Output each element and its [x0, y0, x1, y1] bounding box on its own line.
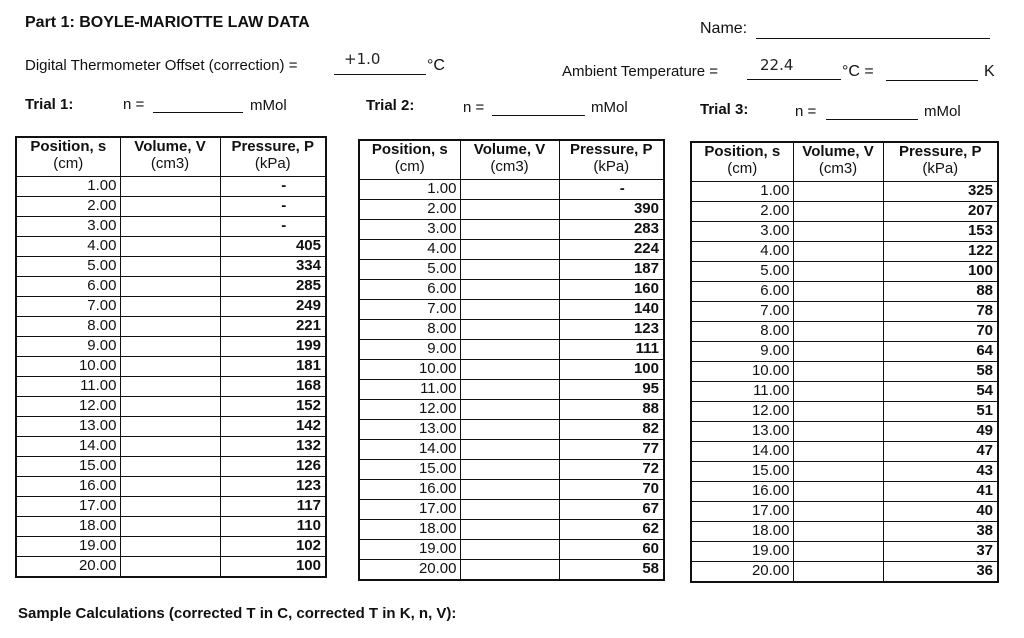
position-cell: 5.00	[16, 256, 120, 276]
volume-cell[interactable]	[793, 401, 883, 421]
pressure-cell: 95	[559, 379, 664, 399]
volume-cell[interactable]	[793, 441, 883, 461]
volume-cell[interactable]	[120, 336, 220, 356]
volume-cell[interactable]	[793, 461, 883, 481]
table-row	[691, 461, 998, 481]
table-row	[359, 179, 664, 199]
pressure-cell: 58	[559, 559, 664, 580]
volume-cell[interactable]	[793, 381, 883, 401]
volume-cell[interactable]	[120, 196, 220, 216]
table-row	[359, 399, 664, 419]
column-header-pressure	[220, 137, 326, 176]
volume-cell[interactable]	[120, 316, 220, 336]
pressure-cell: 142	[220, 416, 326, 436]
pressure-cell: 111	[559, 339, 664, 359]
ambient-kelvin-unit: K	[984, 63, 995, 80]
pressure-cell: 117	[220, 496, 326, 516]
pressure-cell: -	[220, 196, 326, 216]
pressure-cell: 64	[883, 341, 998, 361]
position-cell: 13.00	[16, 416, 120, 436]
pressure-cell: 249	[220, 296, 326, 316]
pressure-cell: 54	[883, 381, 998, 401]
pressure-cell: 207	[883, 201, 998, 221]
position-cell: 20.00	[16, 556, 120, 577]
table-row	[16, 556, 326, 577]
column-header-volume	[793, 142, 883, 181]
pressure-cell: 126	[220, 456, 326, 476]
table-row	[359, 339, 664, 359]
pressure-cell: 153	[883, 221, 998, 241]
pressure-cell: 100	[220, 556, 326, 577]
pressure-cell: 187	[559, 259, 664, 279]
position-cell: 12.00	[16, 396, 120, 416]
position-cell: 13.00	[691, 421, 793, 441]
pressure-cell: 36	[883, 561, 998, 582]
position-cell: 2.00	[16, 196, 120, 216]
position-cell: 3.00	[359, 219, 460, 239]
position-cell: 7.00	[16, 296, 120, 316]
volume-cell[interactable]	[460, 499, 559, 519]
volume-cell[interactable]	[460, 199, 559, 219]
position-cell: 3.00	[691, 221, 793, 241]
table-row	[16, 476, 326, 496]
table-row	[691, 341, 998, 361]
volume-cell[interactable]	[460, 379, 559, 399]
pressure-cell: 160	[559, 279, 664, 299]
position-cell: 1.00	[359, 179, 460, 199]
volume-cell[interactable]	[460, 479, 559, 499]
table-row	[691, 181, 998, 201]
table-row	[359, 439, 664, 459]
volume-cell[interactable]	[120, 556, 220, 577]
position-cell: 9.00	[359, 339, 460, 359]
table-row	[16, 176, 326, 196]
pressure-cell: 123	[559, 319, 664, 339]
column-header-name: Position, s	[30, 138, 107, 155]
position-cell: 6.00	[16, 276, 120, 296]
trial-2-n-field[interactable]	[492, 115, 585, 116]
volume-cell[interactable]	[120, 396, 220, 416]
volume-cell[interactable]	[460, 219, 559, 239]
trial-1-table	[15, 136, 327, 578]
position-cell: 8.00	[359, 319, 460, 339]
pressure-cell: 49	[883, 421, 998, 441]
table-row	[691, 201, 998, 221]
table-row	[16, 516, 326, 536]
pressure-cell: 77	[559, 439, 664, 459]
position-cell: 19.00	[691, 541, 793, 561]
position-cell: 20.00	[691, 561, 793, 582]
pressure-cell: 224	[559, 239, 664, 259]
volume-cell[interactable]	[120, 416, 220, 436]
volume-cell[interactable]	[460, 359, 559, 379]
volume-cell[interactable]	[460, 259, 559, 279]
position-cell: 11.00	[691, 381, 793, 401]
table-row	[359, 319, 664, 339]
table-row	[16, 236, 326, 256]
table-row	[16, 276, 326, 296]
volume-cell[interactable]	[793, 541, 883, 561]
volume-cell[interactable]	[793, 281, 883, 301]
volume-cell[interactable]	[793, 421, 883, 441]
position-cell: 18.00	[691, 521, 793, 541]
position-cell: 10.00	[359, 359, 460, 379]
table-row	[691, 381, 998, 401]
position-cell: 1.00	[16, 176, 120, 196]
table-row	[359, 219, 664, 239]
column-header-unit: (cm)	[727, 159, 758, 177]
volume-cell[interactable]	[793, 241, 883, 261]
table-row	[16, 296, 326, 316]
table-row	[691, 261, 998, 281]
trial-1-n-unit: mMol	[250, 97, 287, 114]
position-cell: 7.00	[359, 299, 460, 319]
table-row	[691, 321, 998, 341]
pressure-cell: 41	[883, 481, 998, 501]
position-cell: 20.00	[359, 559, 460, 580]
pressure-cell: 88	[883, 281, 998, 301]
column-header-name: Position, s	[704, 143, 781, 160]
volume-cell[interactable]	[460, 439, 559, 459]
table-row	[16, 216, 326, 236]
table-row	[359, 479, 664, 499]
table-row	[359, 379, 664, 399]
position-cell: 4.00	[691, 241, 793, 261]
position-cell: 4.00	[359, 239, 460, 259]
pressure-cell: 67	[559, 499, 664, 519]
volume-cell[interactable]	[460, 299, 559, 319]
volume-cell[interactable]	[793, 201, 883, 221]
volume-cell[interactable]	[793, 301, 883, 321]
volume-cell[interactable]	[793, 341, 883, 361]
position-cell: 16.00	[359, 479, 460, 499]
pressure-cell: 390	[559, 199, 664, 219]
position-cell: 14.00	[359, 439, 460, 459]
volume-cell[interactable]	[793, 501, 883, 521]
pressure-cell: 152	[220, 396, 326, 416]
table-row	[359, 519, 664, 539]
volume-cell[interactable]	[120, 176, 220, 196]
pressure-cell: 168	[220, 376, 326, 396]
position-cell: 8.00	[16, 316, 120, 336]
table-row	[16, 316, 326, 336]
table-row	[359, 299, 664, 319]
column-header-volume	[460, 140, 559, 179]
position-cell: 5.00	[691, 261, 793, 281]
column-header-name: Volume, V	[473, 141, 546, 158]
ambient-value: 22.4	[760, 56, 794, 74]
table-row	[359, 559, 664, 580]
position-cell: 11.00	[16, 376, 120, 396]
trial-1-n-field[interactable]	[153, 112, 243, 113]
position-cell: 3.00	[16, 216, 120, 236]
table-row	[16, 256, 326, 276]
name-field[interactable]	[756, 38, 990, 39]
position-cell: 2.00	[691, 201, 793, 221]
position-cell: 15.00	[691, 461, 793, 481]
volume-cell[interactable]	[120, 356, 220, 376]
column-header-unit: (cm)	[53, 154, 84, 172]
table-row	[359, 499, 664, 519]
table-row	[691, 301, 998, 321]
table-row	[691, 241, 998, 261]
position-cell: 10.00	[691, 361, 793, 381]
volume-cell[interactable]	[460, 539, 559, 559]
column-header-unit: (cm3)	[150, 154, 190, 172]
pressure-cell: -	[220, 216, 326, 236]
position-cell: 12.00	[359, 399, 460, 419]
position-cell: 9.00	[691, 341, 793, 361]
column-header-name: Volume, V	[802, 143, 874, 160]
page-title: Part 1: BOYLE-MARIOTTE LAW DATA	[25, 14, 310, 31]
volume-cell[interactable]	[460, 519, 559, 539]
table-row	[691, 361, 998, 381]
pressure-cell: 43	[883, 461, 998, 481]
pressure-cell: 88	[559, 399, 664, 419]
volume-cell[interactable]	[793, 261, 883, 281]
trial-3-table	[690, 141, 999, 583]
pressure-cell: 110	[220, 516, 326, 536]
table-row	[691, 481, 998, 501]
trial-2-n-label: n =	[463, 99, 485, 116]
position-cell: 9.00	[16, 336, 120, 356]
column-header-pressure	[883, 142, 998, 181]
position-cell: 1.00	[691, 181, 793, 201]
volume-cell[interactable]	[120, 256, 220, 276]
position-cell: 8.00	[691, 321, 793, 341]
table-row	[691, 401, 998, 421]
trial-2-n-unit: mMol	[591, 99, 628, 116]
table-row	[359, 279, 664, 299]
volume-cell[interactable]	[120, 476, 220, 496]
position-cell: 17.00	[359, 499, 460, 519]
position-cell: 19.00	[359, 539, 460, 559]
position-cell: 5.00	[359, 259, 460, 279]
position-cell: 14.00	[16, 436, 120, 456]
table-row	[359, 199, 664, 219]
pressure-cell: 60	[559, 539, 664, 559]
table-row	[16, 436, 326, 456]
position-cell: 17.00	[16, 496, 120, 516]
table-row	[691, 561, 998, 582]
column-header-name: Volume, V	[134, 138, 206, 155]
volume-cell[interactable]	[460, 279, 559, 299]
table-row	[691, 521, 998, 541]
position-cell: 15.00	[359, 459, 460, 479]
table-row	[359, 539, 664, 559]
pressure-cell: -	[559, 179, 664, 199]
trial-3-label: Trial 3:	[700, 101, 749, 118]
column-header-name: Pressure, P	[231, 138, 315, 155]
table-row	[16, 536, 326, 556]
volume-cell[interactable]	[793, 221, 883, 241]
pressure-cell: 40	[883, 501, 998, 521]
volume-cell[interactable]	[460, 419, 559, 439]
offset-label: Digital Thermometer Offset (correction) =	[25, 57, 298, 74]
pressure-cell: -	[220, 176, 326, 196]
position-cell: 14.00	[691, 441, 793, 461]
table-row	[691, 281, 998, 301]
pressure-cell: 325	[883, 181, 998, 201]
table-row	[16, 336, 326, 356]
pressure-cell: 140	[559, 299, 664, 319]
ambient-celsius-unit: °C =	[842, 63, 874, 80]
table-row	[16, 396, 326, 416]
pressure-cell: 405	[220, 236, 326, 256]
volume-cell[interactable]	[460, 179, 559, 199]
volume-cell[interactable]	[120, 216, 220, 236]
position-cell: 15.00	[16, 456, 120, 476]
pressure-cell: 38	[883, 521, 998, 541]
pressure-cell: 123	[220, 476, 326, 496]
column-header-unit: (cm3)	[818, 159, 858, 177]
position-cell: 6.00	[691, 281, 793, 301]
volume-cell[interactable]	[793, 481, 883, 501]
table-row	[359, 459, 664, 479]
table-row	[691, 501, 998, 521]
position-cell: 10.00	[16, 356, 120, 376]
pressure-cell: 78	[883, 301, 998, 321]
volume-cell[interactable]	[793, 181, 883, 201]
volume-cell[interactable]	[120, 456, 220, 476]
table-row	[691, 221, 998, 241]
volume-cell[interactable]	[120, 276, 220, 296]
volume-cell[interactable]	[793, 561, 883, 582]
name-label: Name:	[700, 20, 748, 37]
column-header-position	[359, 140, 460, 179]
table-row	[359, 419, 664, 439]
pressure-cell: 181	[220, 356, 326, 376]
pressure-cell: 102	[220, 536, 326, 556]
volume-cell[interactable]	[460, 239, 559, 259]
trial-3-n-unit: mMol	[924, 103, 961, 120]
pressure-cell: 51	[883, 401, 998, 421]
column-header-unit: (cm)	[394, 157, 425, 175]
volume-cell[interactable]	[460, 559, 559, 580]
sample-calculations-label: Sample Calculations (corrected T in C, corrected T in K, n, V):	[18, 605, 457, 622]
position-cell: 18.00	[359, 519, 460, 539]
trial-2-table	[358, 139, 665, 581]
position-cell: 4.00	[16, 236, 120, 256]
pressure-cell: 72	[559, 459, 664, 479]
position-cell: 11.00	[359, 379, 460, 399]
position-cell: 18.00	[16, 516, 120, 536]
volume-cell[interactable]	[120, 236, 220, 256]
position-cell: 16.00	[16, 476, 120, 496]
pressure-cell: 100	[559, 359, 664, 379]
position-cell: 17.00	[691, 501, 793, 521]
table-row	[359, 259, 664, 279]
pressure-cell: 70	[559, 479, 664, 499]
trial-3-n-label: n =	[795, 103, 817, 120]
volume-cell[interactable]	[460, 319, 559, 339]
column-header-name: Position, s	[371, 141, 448, 158]
table-row	[16, 356, 326, 376]
trial-3-n-field[interactable]	[826, 119, 918, 120]
column-header-name: Pressure, P	[569, 141, 653, 158]
position-cell: 16.00	[691, 481, 793, 501]
volume-cell[interactable]	[793, 361, 883, 381]
table-row	[16, 456, 326, 476]
pressure-cell: 70	[883, 321, 998, 341]
volume-cell[interactable]	[793, 321, 883, 341]
ambient-celsius-field[interactable]	[747, 79, 841, 80]
table-row	[16, 416, 326, 436]
position-cell: 12.00	[691, 401, 793, 421]
position-cell: 6.00	[359, 279, 460, 299]
trial-1-n-label: n =	[123, 96, 145, 113]
volume-cell[interactable]	[460, 339, 559, 359]
trial-1-label: Trial 1:	[25, 96, 74, 113]
table-row	[16, 376, 326, 396]
offset-field[interactable]	[334, 74, 426, 75]
trial-2-label: Trial 2:	[366, 97, 415, 114]
pressure-cell: 82	[559, 419, 664, 439]
column-header-volume	[120, 137, 220, 176]
pressure-cell: 221	[220, 316, 326, 336]
offset-value: +1.0	[344, 50, 381, 68]
volume-cell[interactable]	[460, 399, 559, 419]
pressure-cell: 132	[220, 436, 326, 456]
pressure-cell: 285	[220, 276, 326, 296]
table-row	[691, 421, 998, 441]
offset-unit: °C	[427, 57, 445, 74]
volume-cell[interactable]	[120, 296, 220, 316]
table-row	[359, 239, 664, 259]
column-header-unit: (cm3)	[490, 157, 529, 175]
pressure-cell: 37	[883, 541, 998, 561]
pressure-cell: 283	[559, 219, 664, 239]
position-cell: 13.00	[359, 419, 460, 439]
column-header-unit: (kPa)	[593, 157, 630, 175]
position-cell: 2.00	[359, 199, 460, 219]
pressure-cell: 47	[883, 441, 998, 461]
volume-cell[interactable]	[120, 376, 220, 396]
pressure-cell: 100	[883, 261, 998, 281]
volume-cell[interactable]	[460, 459, 559, 479]
column-header-position	[16, 137, 120, 176]
column-header-unit: (kPa)	[254, 154, 291, 172]
volume-cell[interactable]	[120, 536, 220, 556]
column-header-pressure	[559, 140, 664, 179]
table-row	[691, 441, 998, 461]
table-row	[16, 196, 326, 216]
column-header-name: Pressure, P	[898, 143, 982, 160]
volume-cell[interactable]	[793, 521, 883, 541]
ambient-kelvin-field[interactable]	[886, 80, 978, 81]
volume-cell[interactable]	[120, 496, 220, 516]
pressure-cell: 334	[220, 256, 326, 276]
position-cell: 19.00	[16, 536, 120, 556]
column-header-position	[691, 142, 793, 181]
column-header-unit: (kPa)	[922, 159, 959, 177]
ambient-label: Ambient Temperature =	[562, 63, 719, 80]
volume-cell[interactable]	[120, 516, 220, 536]
position-cell: 7.00	[691, 301, 793, 321]
pressure-cell: 122	[883, 241, 998, 261]
volume-cell[interactable]	[120, 436, 220, 456]
table-row	[16, 496, 326, 516]
pressure-cell: 58	[883, 361, 998, 381]
pressure-cell: 62	[559, 519, 664, 539]
table-row	[359, 359, 664, 379]
table-row	[691, 541, 998, 561]
pressure-cell: 199	[220, 336, 326, 356]
